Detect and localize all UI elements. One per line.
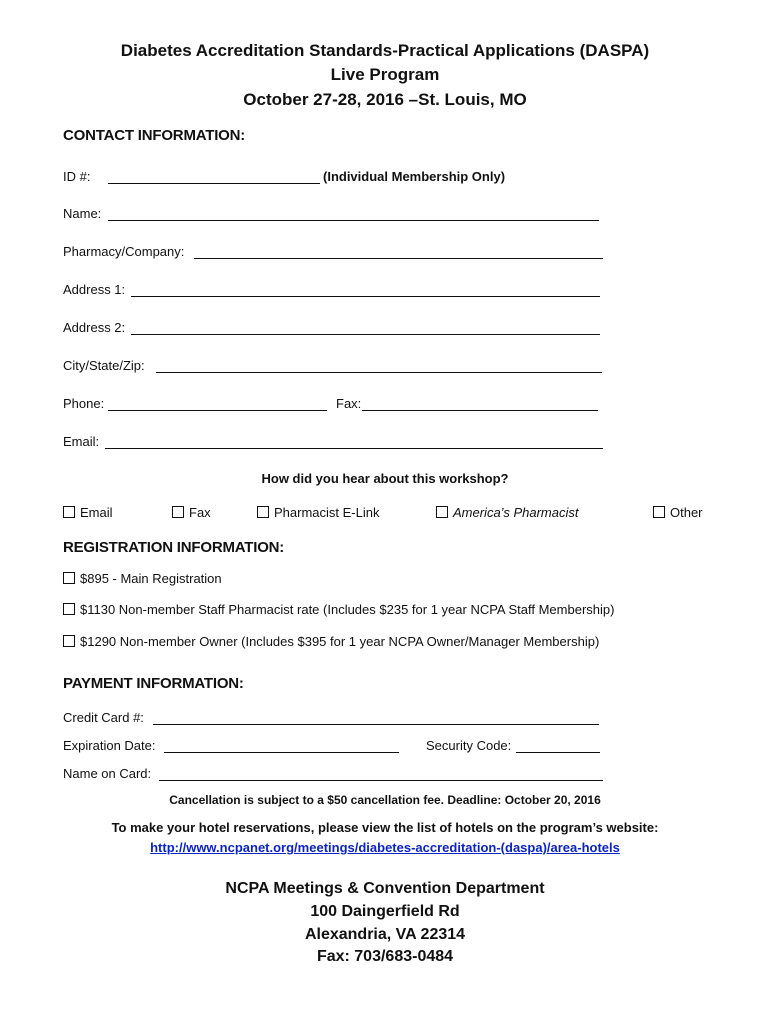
registration-heading: REGISTRATION INFORMATION: <box>63 539 285 556</box>
checkbox[interactable] <box>63 572 75 584</box>
survey-option-americas-pharmacist[interactable]: America’s Pharmacist <box>436 505 578 520</box>
security-code-label: Security Code: <box>426 738 512 753</box>
fax-label: Fax: <box>336 396 362 411</box>
address2-field[interactable] <box>131 334 600 335</box>
hotel-instructions: To make your hotel reservations, please view the list of hotels on the program’s website: <box>111 820 659 835</box>
survey-option-other[interactable]: Other <box>653 505 703 520</box>
checkbox[interactable] <box>172 506 184 518</box>
security-code-field[interactable] <box>516 752 600 753</box>
registration-option-main[interactable]: $895 - Main Registration <box>63 571 222 586</box>
survey-option-fax[interactable]: Fax <box>172 505 211 520</box>
company-label: Pharmacy/Company: <box>63 244 185 259</box>
registration-option-staff[interactable]: $1130 Non-member Staff Pharmacist rate (Includes $235 for 1 year NCPA Staff Membership) <box>63 602 614 617</box>
city-address: Alexandria, VA 22314 <box>304 926 466 943</box>
survey-question: How did you hear about this workshop? <box>261 471 509 486</box>
card-number-field[interactable] <box>153 724 599 725</box>
form-subtitle: Live Program <box>330 65 440 84</box>
contact-heading: CONTACT INFORMATION: <box>63 127 246 144</box>
hotel-link[interactable]: http://www.ncpanet.org/meetings/diabetes-accreditation-(daspa)/area-hotels <box>150 840 620 855</box>
id-label: ID #: <box>63 169 91 184</box>
event-date-location: October 27-28, 2016 –St. Louis, MO <box>243 90 527 109</box>
card-number-label: Credit Card #: <box>63 710 144 725</box>
phone-label: Phone: <box>63 396 105 411</box>
address1-field[interactable] <box>131 296 600 297</box>
payment-heading: PAYMENT INFORMATION: <box>63 675 244 692</box>
street-address: 100 Daingerfield Rd <box>310 903 460 920</box>
checkbox[interactable] <box>653 506 665 518</box>
city-label: City/State/Zip: <box>63 358 145 373</box>
email-label: Email: <box>63 434 100 449</box>
id-note: (Individual Membership Only) <box>323 169 506 184</box>
checkbox[interactable] <box>63 635 75 647</box>
phone-field[interactable] <box>108 410 327 411</box>
name-label: Name: <box>63 206 102 221</box>
cancellation-note: Cancellation is subject to a $50 cancellation fee. Deadline: October 20, 2016 <box>169 793 601 807</box>
registration-option-owner[interactable]: $1290 Non-member Owner (Includes $395 for 1 year NCPA Owner/Manager Membership) <box>63 634 599 649</box>
checkbox[interactable] <box>257 506 269 518</box>
expiration-field[interactable] <box>164 752 399 753</box>
address2-label: Address 2: <box>63 320 126 335</box>
checkbox[interactable] <box>63 603 75 615</box>
checkbox[interactable] <box>63 506 75 518</box>
email-field[interactable] <box>105 448 603 449</box>
company-field[interactable] <box>194 258 603 259</box>
form-title: Diabetes Accreditation Standards-Practical Applications (DASPA) <box>120 41 650 60</box>
city-state-zip-field[interactable] <box>156 372 602 373</box>
survey-option-pharmacist-elink[interactable]: Pharmacist E-Link <box>257 505 379 520</box>
hotel-link-wrap <box>0 840 770 855</box>
department-name: NCPA Meetings & Convention Department <box>225 880 545 897</box>
name-on-card-label: Name on Card: <box>63 766 152 781</box>
id-field[interactable] <box>108 183 320 184</box>
name-field[interactable] <box>108 220 599 221</box>
expiration-label: Expiration Date: <box>63 738 156 753</box>
fax-number: Fax: 703/683-0484 <box>316 948 454 965</box>
checkbox[interactable] <box>436 506 448 518</box>
survey-option-email[interactable]: Email <box>63 505 113 520</box>
fax-field[interactable] <box>362 410 598 411</box>
name-on-card-field[interactable] <box>159 780 603 781</box>
address1-label: Address 1: <box>63 282 126 297</box>
